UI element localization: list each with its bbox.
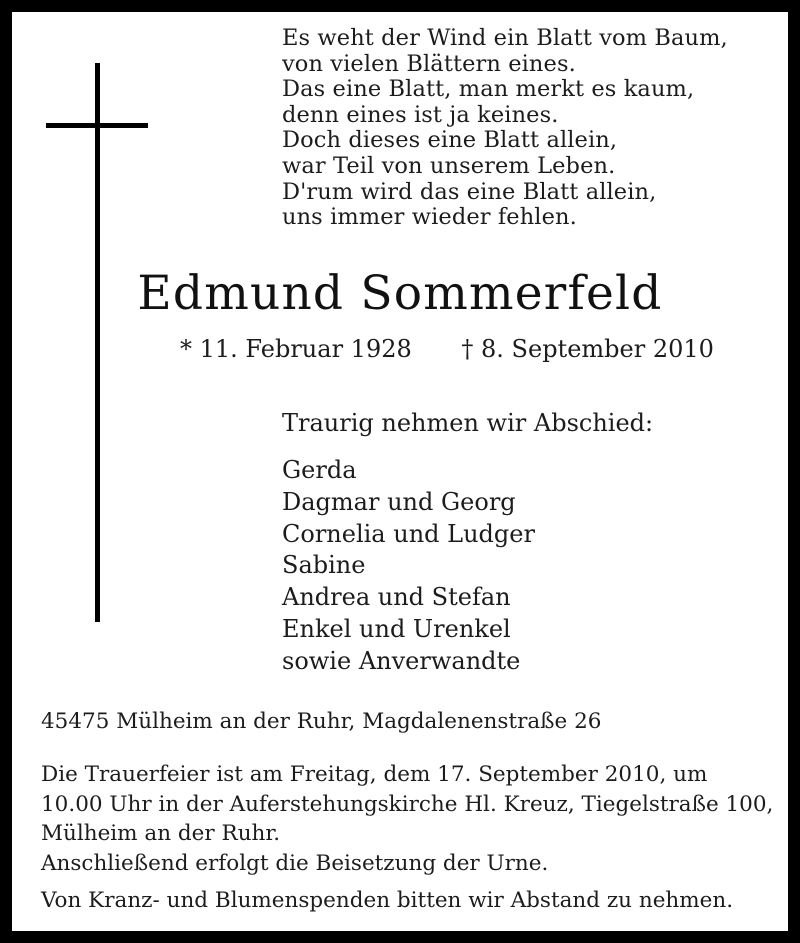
list-item: Dagmar und Georg (282, 487, 516, 516)
list-item: sowie Anverwandte (282, 646, 521, 675)
poem-line: Das eine Blatt, man merkt es kaum, (282, 76, 695, 103)
life-dates (180, 334, 760, 364)
poem-line: von vielen Blättern eines. (282, 50, 576, 77)
cross-horizontal-bar (46, 123, 148, 128)
birth-date: * 11. Februar 1928 (180, 335, 412, 363)
list-item: Enkel und Urenkel (282, 614, 511, 643)
service-line: Mülheim an der Ruhr. (41, 821, 281, 846)
address-line: 45475 Mülheim an der Ruhr, Magdalenenstraße 26 (41, 709, 602, 734)
poem-line: uns immer wieder fehlen. (282, 204, 577, 231)
memorial-poem (282, 26, 752, 231)
mourning-intro: Traurig nehmen wir Abschied: (282, 409, 654, 437)
cross-vertical-bar (95, 63, 100, 622)
poem-line: Doch dieses eine Blatt allein, (282, 127, 618, 154)
poem-line: Es weht der Wind ein Blatt vom Baum, (282, 25, 728, 51)
service-line: 10.00 Uhr in der Auferstehungskirche Hl. Kreuz, Tiegelstraße 100, (41, 791, 774, 817)
list-item: Gerda (282, 456, 357, 484)
poem-line: denn eines ist ja keines. (282, 101, 559, 128)
latin-cross-icon (12, 12, 212, 652)
poem-line: D'rum wird das eine Blatt allein, (282, 178, 657, 205)
list-item: Cornelia und Ludger (282, 519, 535, 548)
donation-note: Von Kranz- und Blumenspenden bitten wir Abstand zu nehmen. (41, 888, 734, 913)
survivors-list (282, 455, 742, 678)
list-item: Sabine (282, 551, 366, 580)
notice-paper (12, 12, 788, 931)
deceased-name: Edmund Sommerfeld (137, 266, 663, 321)
service-line: Die Trauerfeier ist am Freitag, dem 17. September 2010, um (41, 762, 708, 787)
list-item: Andrea und Stefan (282, 583, 511, 612)
service-line: Anschließend erfolgt die Beisetzung der Urne. (41, 850, 549, 876)
death-date: † 8. September 2010 (461, 335, 714, 363)
poem-line: war Teil von unserem Leben. (282, 152, 616, 179)
service-details (41, 760, 781, 878)
